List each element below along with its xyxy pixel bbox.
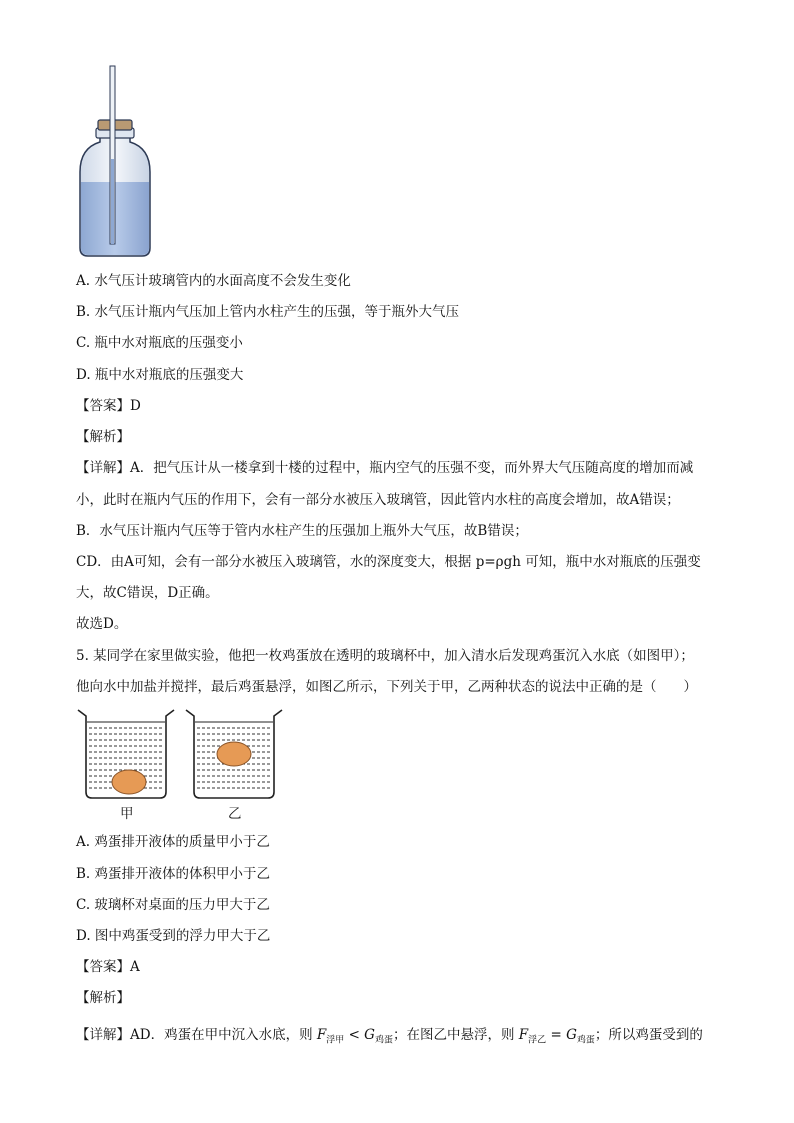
q4-detail-line-1: 【详解】A．把气压计从一楼拿到十楼的过程中，瓶内空气的压强不变，而外界大气压随高度的增加而减 — [76, 460, 694, 476]
beaker-jia — [78, 710, 174, 798]
q5-stem-line-2: 他向水中加盐并搅拌，最后鸡蛋悬浮，如图乙所示，下列关于甲，乙两种状态的说法中正确的是（ ） — [76, 679, 697, 695]
q5-option-b: B. 鸡蛋排开液体的体积甲小于乙 — [76, 866, 271, 882]
q4-detail-line-2: 小，此时在瓶内气压的作用下，会有一部分水被压入玻璃管，因此管内水柱的高度会增加，故A错误； — [76, 492, 680, 508]
q5-detail-line-1 — [76, 1025, 703, 1051]
q4-detail-line-3: B．水气压计瓶内气压等于管内水柱产生的压强加上瓶外大气压，故B错误； — [76, 523, 528, 539]
q4-option-c: C. 瓶中水对瓶底的压强变小 — [76, 335, 243, 351]
egg-gravity-2: $G_{鸡蛋}$ — [566, 1027, 595, 1046]
equals-sign: = — [550, 1027, 562, 1043]
q5-option-c: C. 玻璃杯对桌面的压力甲大于乙 — [76, 897, 270, 913]
q4-option-a: A. 水气压计玻璃管内的水面高度不会发生变化 — [76, 273, 351, 289]
q5-option-d: D. 图中鸡蛋受到的浮力甲大于乙 — [76, 928, 271, 944]
egg-sunk — [112, 770, 146, 794]
q5-stem-line-1: 5. 某同学在家里做实验，他把一枚鸡蛋放在透明的玻璃杯中，加入清水后发现鸡蛋沉入水底（如图甲）； — [76, 648, 694, 664]
q5-option-a: A. 鸡蛋排开液体的质量甲小于乙 — [76, 834, 270, 850]
q4-option-d: D. 瓶中水对瓶底的压强变大 — [76, 367, 244, 383]
egg-suspended — [217, 742, 251, 766]
buoyancy-force-jia: $F_{浮甲}$ — [316, 1027, 345, 1046]
q5-analysis-heading: 【解析】 — [76, 990, 130, 1006]
less-than-sign: < — [348, 1027, 360, 1043]
q4-answer: 【答案】D — [76, 398, 141, 414]
q5-answer: 【答案】A — [76, 959, 140, 975]
egg-gravity-1: $G_{鸡蛋}$ — [364, 1027, 393, 1046]
q4-analysis-heading: 【解析】 — [76, 429, 130, 445]
barometer-bottle-figure — [70, 64, 160, 260]
buoyancy-force-yi: $F_{浮乙}$ — [518, 1027, 547, 1046]
beakers-figure — [74, 706, 284, 806]
q5-detail-mid: ；在图乙中悬浮，则 — [392, 1027, 515, 1043]
q4-detail-line-4: CD．由A可知，会有一部分水被压入玻璃管，水的深度变大，根据 p=ρgh 可知，瓶中水对瓶底的压强变 — [76, 554, 701, 570]
beaker-yi — [186, 710, 282, 798]
q5-detail-lead: 【详解】AD．鸡蛋在甲中沉入水底，则 — [76, 1027, 313, 1043]
q4-detail-line-5: 大，故C错误，D正确。 — [76, 585, 219, 601]
figure-label-jia: 甲 — [120, 806, 134, 822]
q4-detail-line-6: 故选D。 — [76, 616, 128, 632]
q5-detail-tail: ；所以鸡蛋受到的 — [594, 1027, 703, 1043]
figure-label-yi: 乙 — [228, 806, 242, 822]
q4-option-b: B. 水气压计瓶内气压加上管内水柱产生的压强，等于瓶外大气压 — [76, 304, 460, 320]
